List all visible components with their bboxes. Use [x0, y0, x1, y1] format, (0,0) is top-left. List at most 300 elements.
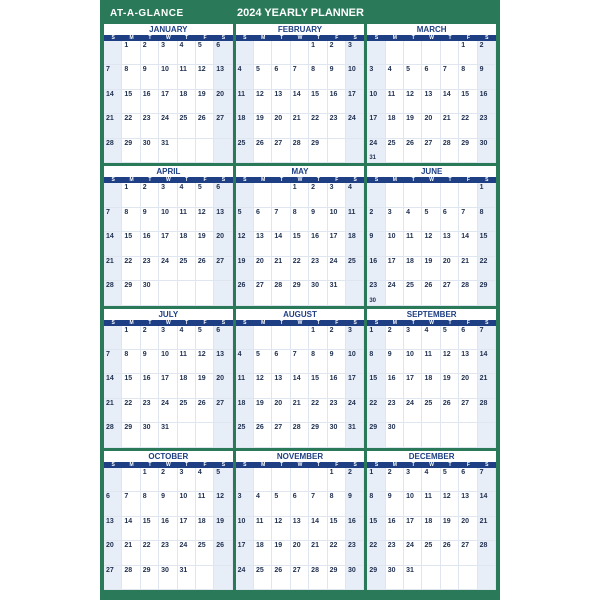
day-cell[interactable]	[104, 566, 122, 590]
day-cell[interactable]	[422, 566, 440, 590]
day-cell[interactable]	[159, 232, 177, 256]
day-cell[interactable]	[367, 139, 385, 163]
day-cell[interactable]	[104, 232, 122, 256]
day-cell[interactable]	[459, 232, 477, 256]
day-cell[interactable]	[214, 139, 232, 163]
day-cell[interactable]	[236, 566, 254, 590]
day-cell[interactable]	[196, 232, 214, 256]
day-cell[interactable]	[328, 183, 346, 207]
day-cell[interactable]	[478, 468, 496, 492]
day-cell[interactable]	[328, 374, 346, 398]
day-cell[interactable]	[141, 208, 159, 232]
day-cell[interactable]	[141, 399, 159, 423]
day-cell[interactable]	[122, 517, 140, 541]
day-cell[interactable]	[196, 208, 214, 232]
day-cell[interactable]	[459, 541, 477, 565]
day-cell[interactable]	[328, 114, 346, 138]
day-cell[interactable]	[309, 65, 327, 89]
day-cell[interactable]	[178, 114, 196, 138]
day-cell[interactable]	[159, 183, 177, 207]
day-cell[interactable]	[367, 374, 385, 398]
day-cell[interactable]	[141, 281, 159, 305]
day-cell[interactable]	[459, 399, 477, 423]
day-cell[interactable]	[478, 257, 496, 281]
day-cell[interactable]	[441, 208, 459, 232]
day-cell[interactable]	[459, 90, 477, 114]
day-cell[interactable]	[272, 257, 290, 281]
day-cell[interactable]	[291, 114, 309, 138]
day-cell[interactable]	[178, 90, 196, 114]
day-cell[interactable]	[422, 208, 440, 232]
day-cell[interactable]	[291, 541, 309, 565]
day-cell[interactable]	[178, 350, 196, 374]
day-cell[interactable]	[254, 281, 272, 305]
day-cell[interactable]	[404, 114, 422, 138]
day-cell[interactable]	[328, 566, 346, 590]
day-cell[interactable]	[422, 374, 440, 398]
day-cell[interactable]	[122, 41, 140, 65]
day-cell[interactable]	[422, 257, 440, 281]
day-cell[interactable]	[272, 281, 290, 305]
day-cell[interactable]	[328, 232, 346, 256]
day-cell[interactable]	[196, 468, 214, 492]
day-cell[interactable]	[254, 326, 272, 350]
day-cell[interactable]	[346, 517, 364, 541]
day-cell[interactable]	[159, 350, 177, 374]
day-cell[interactable]	[291, 208, 309, 232]
day-cell[interactable]	[236, 281, 254, 305]
day-cell[interactable]	[441, 326, 459, 350]
day-cell[interactable]	[104, 114, 122, 138]
day-cell[interactable]	[254, 517, 272, 541]
day-cell[interactable]	[104, 208, 122, 232]
day-cell[interactable]	[254, 65, 272, 89]
day-cell[interactable]	[478, 566, 496, 590]
day-cell[interactable]	[291, 468, 309, 492]
day-cell[interactable]	[122, 183, 140, 207]
day-cell[interactable]	[141, 423, 159, 447]
day-cell[interactable]	[236, 492, 254, 516]
day-cell[interactable]	[404, 517, 422, 541]
day-cell[interactable]	[459, 257, 477, 281]
day-cell[interactable]	[272, 183, 290, 207]
day-cell[interactable]	[196, 41, 214, 65]
day-cell[interactable]	[309, 41, 327, 65]
day-cell[interactable]	[422, 139, 440, 163]
day-cell[interactable]	[178, 232, 196, 256]
day-cell[interactable]	[178, 566, 196, 590]
day-cell[interactable]	[178, 139, 196, 163]
day-cell[interactable]	[122, 139, 140, 163]
day-cell[interactable]	[478, 41, 496, 65]
day-cell[interactable]	[254, 257, 272, 281]
day-cell[interactable]	[422, 492, 440, 516]
day-cell[interactable]	[104, 492, 122, 516]
day-cell[interactable]	[272, 566, 290, 590]
day-cell[interactable]	[441, 468, 459, 492]
day-cell[interactable]	[272, 41, 290, 65]
day-cell[interactable]	[328, 468, 346, 492]
day-cell[interactable]	[478, 183, 496, 207]
day-cell[interactable]	[386, 281, 404, 305]
day-cell[interactable]	[386, 41, 404, 65]
day-cell[interactable]	[236, 208, 254, 232]
day-cell[interactable]	[309, 399, 327, 423]
day-cell[interactable]	[272, 114, 290, 138]
day-cell[interactable]	[236, 423, 254, 447]
day-cell[interactable]	[441, 65, 459, 89]
day-cell[interactable]	[159, 139, 177, 163]
day-cell[interactable]	[309, 208, 327, 232]
day-cell[interactable]	[291, 374, 309, 398]
day-cell[interactable]	[141, 326, 159, 350]
day-cell[interactable]	[159, 492, 177, 516]
day-cell[interactable]	[346, 350, 364, 374]
day-cell[interactable]	[159, 208, 177, 232]
day-cell[interactable]	[422, 90, 440, 114]
day-cell[interactable]	[236, 350, 254, 374]
day-cell[interactable]	[367, 492, 385, 516]
day-cell[interactable]	[141, 350, 159, 374]
day-cell[interactable]	[346, 114, 364, 138]
day-cell[interactable]	[441, 232, 459, 256]
day-cell[interactable]	[404, 326, 422, 350]
day-cell[interactable]	[291, 350, 309, 374]
day-cell[interactable]	[404, 541, 422, 565]
day-cell[interactable]	[309, 517, 327, 541]
day-cell[interactable]	[196, 257, 214, 281]
day-cell[interactable]	[367, 65, 385, 89]
day-cell[interactable]	[422, 517, 440, 541]
day-cell[interactable]	[291, 183, 309, 207]
day-cell[interactable]	[328, 257, 346, 281]
day-cell[interactable]	[404, 566, 422, 590]
day-cell[interactable]	[441, 90, 459, 114]
day-cell[interactable]	[346, 326, 364, 350]
day-cell[interactable]	[159, 114, 177, 138]
day-cell[interactable]	[328, 208, 346, 232]
day-cell[interactable]	[272, 139, 290, 163]
day-cell[interactable]	[104, 517, 122, 541]
day-cell[interactable]	[346, 232, 364, 256]
day-cell[interactable]	[104, 399, 122, 423]
day-cell[interactable]	[478, 232, 496, 256]
day-cell[interactable]	[122, 114, 140, 138]
day-cell[interactable]	[328, 350, 346, 374]
day-cell[interactable]	[236, 114, 254, 138]
day-cell[interactable]	[214, 326, 232, 350]
day-cell[interactable]	[422, 399, 440, 423]
day-cell[interactable]	[159, 541, 177, 565]
day-cell[interactable]	[214, 468, 232, 492]
day-cell[interactable]	[141, 232, 159, 256]
day-cell[interactable]	[346, 41, 364, 65]
day-cell[interactable]	[309, 281, 327, 305]
day-cell[interactable]	[346, 423, 364, 447]
day-cell[interactable]	[367, 541, 385, 565]
day-cell[interactable]	[122, 208, 140, 232]
day-cell[interactable]	[104, 139, 122, 163]
day-cell[interactable]	[459, 114, 477, 138]
day-cell[interactable]	[441, 114, 459, 138]
day-cell[interactable]	[141, 139, 159, 163]
day-cell[interactable]	[196, 139, 214, 163]
day-cell[interactable]	[367, 423, 385, 447]
day-cell[interactable]	[309, 566, 327, 590]
day-cell[interactable]	[178, 208, 196, 232]
day-cell[interactable]	[214, 281, 232, 305]
day-cell[interactable]	[422, 281, 440, 305]
day-cell[interactable]	[236, 541, 254, 565]
day-cell[interactable]	[236, 183, 254, 207]
day-cell[interactable]	[309, 541, 327, 565]
day-cell[interactable]	[196, 399, 214, 423]
day-cell[interactable]	[386, 566, 404, 590]
day-cell[interactable]	[328, 541, 346, 565]
day-cell[interactable]	[404, 350, 422, 374]
day-cell[interactable]	[441, 399, 459, 423]
day-cell[interactable]	[459, 139, 477, 163]
day-cell[interactable]	[404, 41, 422, 65]
day-cell[interactable]	[159, 374, 177, 398]
day-cell[interactable]	[422, 423, 440, 447]
day-cell[interactable]	[159, 517, 177, 541]
day-cell[interactable]	[159, 468, 177, 492]
day-cell[interactable]	[422, 468, 440, 492]
day-cell[interactable]	[422, 114, 440, 138]
day-cell[interactable]	[122, 374, 140, 398]
day-cell[interactable]	[328, 492, 346, 516]
day-cell[interactable]	[367, 114, 385, 138]
day-cell[interactable]	[122, 566, 140, 590]
day-cell[interactable]	[122, 326, 140, 350]
day-cell[interactable]	[236, 374, 254, 398]
day-cell[interactable]	[196, 65, 214, 89]
day-cell[interactable]	[404, 257, 422, 281]
day-cell[interactable]	[386, 257, 404, 281]
day-cell[interactable]	[159, 326, 177, 350]
day-cell[interactable]	[196, 541, 214, 565]
day-cell[interactable]	[309, 114, 327, 138]
day-cell[interactable]	[196, 517, 214, 541]
day-cell[interactable]	[459, 566, 477, 590]
day-cell[interactable]	[422, 350, 440, 374]
day-cell[interactable]	[214, 350, 232, 374]
day-cell[interactable]	[254, 208, 272, 232]
day-cell[interactable]	[386, 541, 404, 565]
day-cell[interactable]	[254, 468, 272, 492]
day-cell[interactable]	[272, 468, 290, 492]
day-cell[interactable]	[141, 114, 159, 138]
day-cell[interactable]	[422, 326, 440, 350]
day-cell[interactable]	[254, 374, 272, 398]
day-cell[interactable]	[386, 399, 404, 423]
day-cell[interactable]	[178, 41, 196, 65]
day-cell[interactable]	[386, 492, 404, 516]
day-cell[interactable]	[367, 517, 385, 541]
day-cell[interactable]	[196, 281, 214, 305]
day-cell[interactable]	[478, 374, 496, 398]
day-cell[interactable]	[404, 65, 422, 89]
day-cell[interactable]	[459, 374, 477, 398]
day-cell[interactable]	[122, 281, 140, 305]
day-cell[interactable]	[346, 65, 364, 89]
day-cell[interactable]	[104, 90, 122, 114]
day-cell[interactable]	[178, 541, 196, 565]
day-cell[interactable]	[178, 65, 196, 89]
day-cell[interactable]	[141, 257, 159, 281]
day-cell[interactable]	[178, 517, 196, 541]
day-cell[interactable]	[122, 257, 140, 281]
day-cell[interactable]	[141, 492, 159, 516]
day-cell[interactable]	[404, 423, 422, 447]
day-cell[interactable]	[178, 374, 196, 398]
day-cell[interactable]	[104, 326, 122, 350]
day-cell[interactable]	[422, 65, 440, 89]
day-cell[interactable]	[254, 423, 272, 447]
day-cell[interactable]	[214, 183, 232, 207]
day-cell[interactable]	[459, 423, 477, 447]
day-cell[interactable]	[141, 183, 159, 207]
day-cell[interactable]	[141, 517, 159, 541]
day-cell[interactable]	[386, 114, 404, 138]
day-cell[interactable]	[178, 423, 196, 447]
day-cell[interactable]	[214, 374, 232, 398]
day-cell[interactable]	[236, 468, 254, 492]
day-cell[interactable]	[122, 423, 140, 447]
day-cell[interactable]	[159, 65, 177, 89]
day-cell[interactable]	[272, 399, 290, 423]
day-cell[interactable]	[386, 90, 404, 114]
day-cell[interactable]	[272, 541, 290, 565]
day-cell[interactable]	[459, 281, 477, 305]
day-cell[interactable]	[236, 517, 254, 541]
day-cell[interactable]	[272, 65, 290, 89]
day-cell[interactable]	[386, 65, 404, 89]
day-cell[interactable]	[214, 566, 232, 590]
day-cell[interactable]	[178, 183, 196, 207]
day-cell[interactable]	[328, 281, 346, 305]
day-cell[interactable]	[291, 399, 309, 423]
day-cell[interactable]	[291, 566, 309, 590]
day-cell[interactable]	[309, 468, 327, 492]
day-cell[interactable]	[104, 257, 122, 281]
day-cell[interactable]	[346, 257, 364, 281]
day-cell[interactable]	[104, 541, 122, 565]
day-cell[interactable]	[196, 566, 214, 590]
day-cell[interactable]	[291, 41, 309, 65]
day-cell[interactable]	[196, 350, 214, 374]
day-cell[interactable]	[214, 423, 232, 447]
day-cell[interactable]	[104, 41, 122, 65]
day-cell[interactable]	[441, 257, 459, 281]
day-cell[interactable]	[291, 257, 309, 281]
day-cell[interactable]	[441, 139, 459, 163]
day-cell[interactable]	[309, 139, 327, 163]
day-cell[interactable]	[272, 326, 290, 350]
day-cell[interactable]	[236, 326, 254, 350]
day-cell[interactable]	[236, 65, 254, 89]
day-cell[interactable]	[441, 350, 459, 374]
day-cell[interactable]	[254, 541, 272, 565]
day-cell[interactable]	[236, 41, 254, 65]
day-cell[interactable]	[459, 41, 477, 65]
day-cell[interactable]	[214, 232, 232, 256]
day-cell[interactable]	[346, 492, 364, 516]
day-cell[interactable]	[236, 90, 254, 114]
day-cell[interactable]	[404, 139, 422, 163]
day-cell[interactable]	[291, 423, 309, 447]
day-cell[interactable]	[459, 208, 477, 232]
day-cell[interactable]	[141, 90, 159, 114]
day-cell[interactable]	[291, 139, 309, 163]
day-cell[interactable]	[386, 517, 404, 541]
day-cell[interactable]	[272, 232, 290, 256]
day-cell[interactable]	[178, 326, 196, 350]
day-cell[interactable]	[272, 90, 290, 114]
day-cell[interactable]	[141, 374, 159, 398]
day-cell[interactable]	[272, 492, 290, 516]
day-cell[interactable]	[367, 232, 385, 256]
day-cell[interactable]	[386, 350, 404, 374]
day-cell[interactable]	[422, 232, 440, 256]
day-cell[interactable]	[459, 517, 477, 541]
day-cell[interactable]	[441, 566, 459, 590]
day-cell[interactable]	[291, 90, 309, 114]
day-cell[interactable]	[104, 350, 122, 374]
day-cell[interactable]	[386, 208, 404, 232]
day-cell[interactable]	[272, 423, 290, 447]
day-cell[interactable]	[346, 139, 364, 163]
day-cell[interactable]	[214, 65, 232, 89]
day-cell[interactable]	[122, 350, 140, 374]
day-cell[interactable]	[159, 423, 177, 447]
day-cell[interactable]	[309, 423, 327, 447]
day-cell[interactable]	[236, 257, 254, 281]
day-cell[interactable]	[122, 65, 140, 89]
day-cell[interactable]	[309, 374, 327, 398]
day-cell[interactable]	[254, 183, 272, 207]
day-cell[interactable]	[291, 492, 309, 516]
day-cell[interactable]	[367, 90, 385, 114]
day-cell[interactable]	[159, 399, 177, 423]
day-cell[interactable]	[441, 492, 459, 516]
day-cell[interactable]	[254, 350, 272, 374]
day-cell[interactable]	[122, 232, 140, 256]
day-cell[interactable]	[254, 492, 272, 516]
day-cell[interactable]	[309, 90, 327, 114]
day-cell[interactable]	[367, 350, 385, 374]
day-cell[interactable]	[178, 468, 196, 492]
day-cell[interactable]	[214, 208, 232, 232]
day-cell[interactable]	[254, 90, 272, 114]
day-cell[interactable]	[141, 65, 159, 89]
day-cell[interactable]	[367, 183, 385, 207]
day-cell[interactable]	[459, 326, 477, 350]
day-cell[interactable]	[422, 541, 440, 565]
day-cell[interactable]	[478, 90, 496, 114]
day-cell[interactable]	[346, 208, 364, 232]
day-cell[interactable]	[441, 517, 459, 541]
day-cell[interactable]	[196, 326, 214, 350]
day-cell[interactable]	[328, 139, 346, 163]
day-cell[interactable]	[104, 423, 122, 447]
day-cell[interactable]	[236, 139, 254, 163]
day-cell[interactable]	[254, 399, 272, 423]
day-cell[interactable]	[404, 399, 422, 423]
day-cell[interactable]	[159, 566, 177, 590]
day-cell[interactable]	[386, 326, 404, 350]
